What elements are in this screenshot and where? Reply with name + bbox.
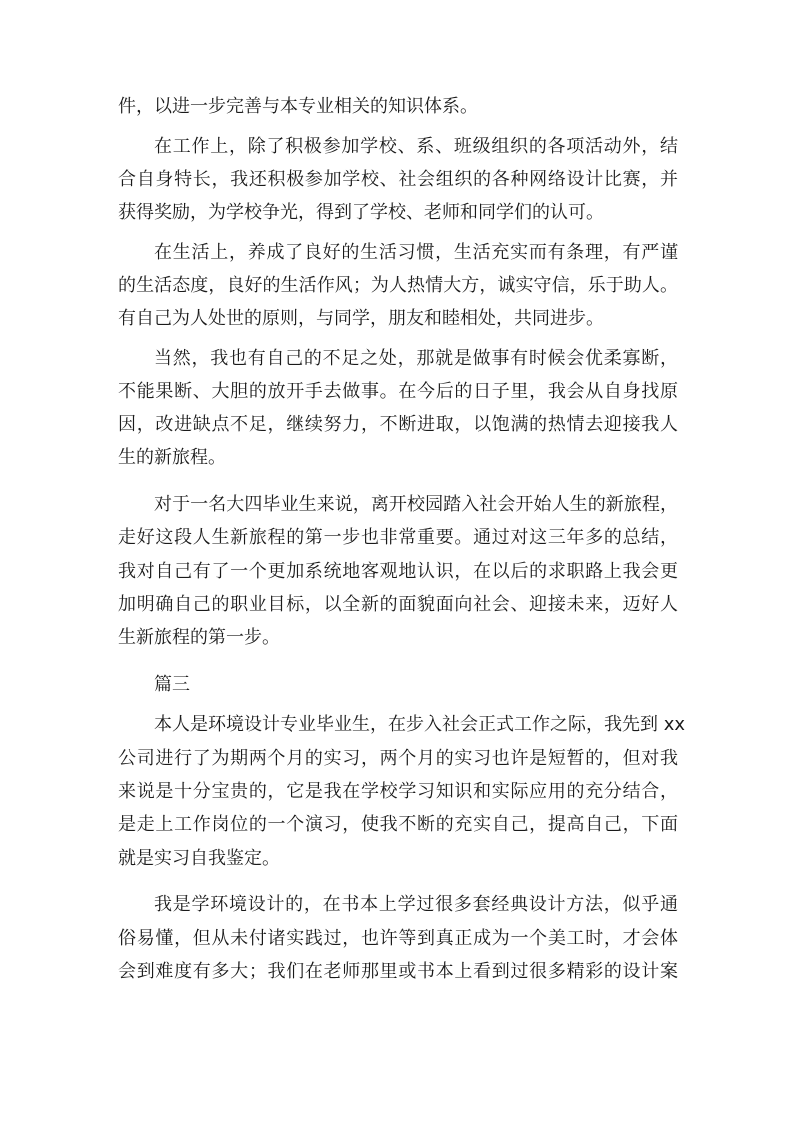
text-line: 加明确自己的职业目标，以全新的面貌面向社会、迎接未来，迈好人 <box>118 594 678 615</box>
text-line: 的生活态度，良好的生活作风；为人热情大方，诚实守信，乐于助人。 <box>118 275 678 296</box>
text-line: 获得奖励，为学校争光，得到了学校、老师和同学们的认可。 <box>118 202 604 223</box>
text-line: 因，改进缺点不足，继续努力，不断进取，以饱满的热情去迎接我人 <box>118 414 678 435</box>
text-line: 生的新旅程。 <box>118 447 226 468</box>
text-line: 对于一名大四毕业生来说，离开校园踏入社会开始人生的新旅程， <box>154 494 678 515</box>
text-line: 俗易懂，但从未付诸实践过，也许等到真正成为一个美工时，才会体 <box>118 928 678 949</box>
text-line: 不能果断、大胆的放开手去做事。在今后的日子里，我会从自身找原 <box>118 381 678 402</box>
text-line: 件，以进一步完善与本专业相关的知识体系。 <box>118 96 478 117</box>
text-line: 是走上工作岗位的一个演习，使我不断的充实自己，提高自己，下面 <box>118 814 678 835</box>
section-heading: 篇三 <box>154 674 190 695</box>
text-line: 本人是环境设计专业毕业生，在步入社会正式工作之际，我先到 xx <box>154 714 686 735</box>
text-line: 在生活上，养成了良好的生活习惯，生活充实而有条理，有严谨 <box>154 242 678 263</box>
text-line: 当然，我也有自己的不足之处，那就是做事有时候会优柔寡断， <box>154 348 678 369</box>
text-line: 就是实习自我鉴定。 <box>118 848 280 869</box>
text-line: 在工作上，除了积极参加学校、系、班级组织的各项活动外，结 <box>154 136 678 157</box>
text-line: 有自己为人处世的原则，与同学，朋友和睦相处，共同进步。 <box>118 308 604 329</box>
text-line: 会到难度有多大；我们在老师那里或书本上看到过很多精彩的设计案 <box>118 961 678 982</box>
text-line: 生新旅程的第一步。 <box>118 627 280 648</box>
text-line: 合自身特长，我还积极参加学校、社会组织的各种网络设计比赛，并 <box>118 169 678 190</box>
text-line: 公司进行了为期两个月的实习，两个月的实习也许是短暂的，但对我 <box>118 748 678 769</box>
text-line: 来说是十分宝贵的，它是我在学校学习知识和实际应用的充分结合， <box>118 781 678 802</box>
text-line: 我对自己有了一个更加系统地客观地认识，在以后的求职路上我会更 <box>118 561 678 582</box>
text-line: 走好这段人生新旅程的第一步也非常重要。通过对这三年多的总结， <box>118 527 678 548</box>
text-line: 我是学环境设计的，在书本上学过很多套经典设计方法，似乎通 <box>154 894 678 915</box>
